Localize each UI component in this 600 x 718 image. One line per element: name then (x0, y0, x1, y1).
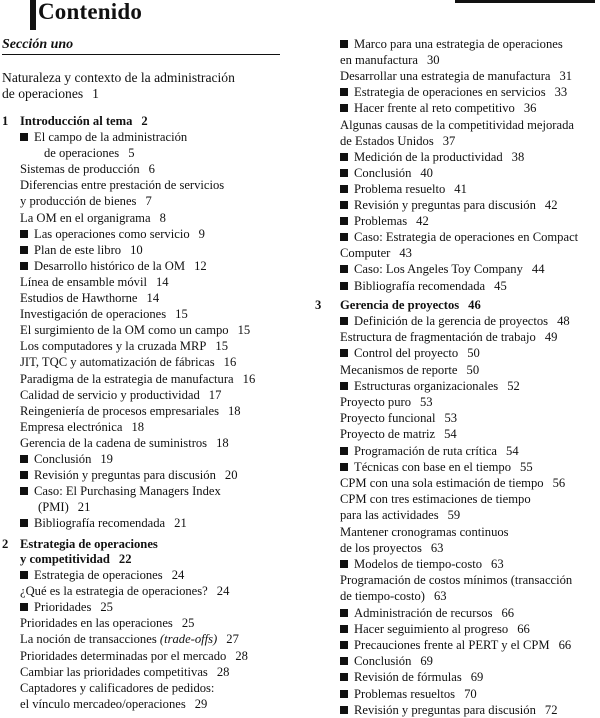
bullet-icon (340, 265, 348, 273)
entry-text: Paradigma de la estrategia de manufactura (20, 371, 234, 386)
entry-text: Revisión y preguntas para discusión (354, 702, 536, 717)
toc-entry-bulleted[interactable] (340, 622, 530, 637)
entry-text: Proyecto puro (340, 395, 411, 409)
toc-entry[interactable] (340, 492, 531, 507)
entry-text: Estudios de Hawthorne (20, 291, 138, 305)
toc-entry[interactable] (20, 307, 188, 322)
page-number: 15 (175, 307, 188, 322)
toc-entry[interactable] (340, 427, 457, 442)
page-number: 53 (444, 411, 458, 426)
entry-text: Desarrollar una estrategia de manufactura (340, 69, 551, 84)
page-number: 7 (145, 194, 152, 209)
header-accent-bar (30, 0, 36, 30)
entry-text: de tiempo-costo) (340, 589, 425, 604)
entry-text: Cambiar las prioridades competitivas (20, 664, 208, 679)
entry-text: Conclusión (34, 452, 92, 466)
toc-entry-bulleted[interactable] (340, 85, 567, 100)
toc-entry[interactable] (20, 681, 214, 696)
entry-text: Sistemas de producción (20, 162, 140, 177)
entry-text: ¿Qué es la estrategia de operaciones? (20, 584, 208, 599)
entry-text: Gerencia de la cadena de suministros (20, 435, 208, 450)
page-number: 25 (181, 616, 195, 631)
entry-text: Captadores y calificadores de pedidos: (20, 680, 215, 695)
page-number: 43 (399, 246, 412, 261)
entry-text: (PMI) (38, 500, 69, 515)
entry-text: Marco para una estrategia de operaciones (354, 37, 563, 51)
entry-italic: (trade-offs) (159, 632, 218, 647)
toc-entry[interactable] (20, 178, 224, 193)
page-number: 37 (442, 133, 456, 148)
bullet-icon (340, 169, 348, 177)
toc-entry[interactable] (340, 541, 443, 556)
entry-text: El surgimiento de la OM como un campo (20, 323, 229, 338)
page-number: 31 (559, 69, 573, 84)
toc-entry-bulleted[interactable] (20, 568, 184, 583)
toc-entry-bulleted[interactable] (340, 670, 483, 685)
page-number: 54 (506, 443, 519, 458)
page-number: 28 (235, 648, 248, 663)
toc-entry[interactable] (340, 508, 460, 523)
page-number: 5 (128, 146, 135, 161)
page-number: 17 (208, 387, 222, 402)
bullet-icon (340, 625, 348, 633)
bullet-icon (340, 282, 348, 290)
toc-entry[interactable] (38, 500, 90, 515)
page-number: 10 (130, 242, 143, 257)
bullet-icon (340, 185, 348, 193)
toc-entry-bulleted[interactable] (20, 452, 113, 467)
page-number: 63 (430, 540, 444, 555)
bullet-icon (340, 609, 348, 617)
toc-entry[interactable] (340, 69, 572, 84)
page-number: 56 (552, 476, 566, 490)
bullet-icon (20, 519, 28, 527)
page-number: 9 (198, 226, 205, 241)
entry-text: Mantener cronogramas continuos (340, 524, 509, 539)
page-number: 63 (433, 589, 447, 604)
entry-text: Estrategia de operaciones (34, 568, 163, 582)
entry-text: Prioridades en las operaciones (20, 616, 173, 631)
entry-text: Modelos de tiempo-costo (354, 557, 483, 571)
bullet-icon (340, 657, 348, 665)
toc-entry-bulleted[interactable] (340, 444, 519, 459)
toc-entry-bulleted[interactable] (340, 166, 433, 181)
toc-entry[interactable] (20, 211, 166, 226)
entry-text: Estructura de fragmentación de trabajo (340, 330, 536, 345)
entry-text: Programación de ruta crítica (354, 443, 498, 458)
intro-line-2[interactable]: de operaciones 1 (2, 86, 99, 101)
page-number: 18 (227, 403, 241, 418)
toc-entry-bulleted[interactable] (20, 227, 205, 242)
page-number: 27 (226, 632, 239, 647)
page-number: 69 (420, 654, 433, 669)
toc-entry[interactable] (340, 589, 447, 604)
page-number: 40 (420, 165, 433, 180)
chapter-number: 3 (315, 298, 322, 312)
entry-text: JIT, TQC y automatización de fábricas (20, 355, 215, 370)
page-number: 55 (520, 459, 533, 474)
toc-entry-bulleted[interactable] (340, 346, 480, 361)
entry-text: Prioridades (34, 600, 92, 615)
chapter-title[interactable]: Introducción al tema 2 (20, 114, 148, 128)
entry-text: Desarrollo histórico de la OM (34, 258, 186, 273)
toc-entry[interactable] (340, 363, 479, 378)
entry-text: Línea de ensamble móvil (20, 274, 147, 289)
entry-text: Bibliografía recomendada (354, 278, 486, 293)
toc-entry[interactable] (20, 355, 236, 370)
page-number: 29 (194, 696, 208, 711)
bullet-icon (340, 673, 348, 681)
page-number: 25 (100, 600, 113, 615)
entry-text: Revisión de fórmulas (354, 670, 462, 685)
bullet-icon (340, 40, 348, 48)
page-number: 52 (507, 378, 520, 393)
page-number: 15 (215, 339, 229, 354)
page-number: 63 (491, 557, 504, 571)
toc-entry[interactable] (20, 436, 229, 451)
page-number: 49 (544, 330, 558, 345)
toc-entry[interactable] (20, 697, 207, 712)
entry-text: CPM con tres estimaciones de tiempo (340, 492, 531, 507)
toc-entry[interactable] (20, 339, 228, 354)
toc-entry[interactable] (20, 632, 239, 647)
bullet-icon (20, 487, 28, 495)
toc-entry-bulleted[interactable] (340, 101, 536, 116)
entry-text: Calidad de servicio y productividad (20, 387, 200, 402)
entry-text: para las actividades (340, 508, 439, 523)
entry-text: La OM en el organigrama (20, 210, 151, 225)
toc-entry-bulleted[interactable] (20, 243, 143, 258)
toc-entry-bulleted[interactable] (340, 230, 578, 245)
entry-text: Estrategia de operaciones en servicios (354, 85, 546, 100)
entry-text: Mecanismos de reporte (340, 362, 458, 377)
entry-text: Control del proyecto (354, 346, 459, 361)
entry-text: El campo de la administración (34, 130, 188, 144)
entry-text: Proyecto de matriz (340, 427, 436, 442)
entry-text: Técnicas con base en el tiempo (354, 459, 512, 474)
toc-entry-bulleted[interactable] (340, 557, 504, 572)
entry-text: Problema resuelto (354, 181, 446, 196)
entry-text: Problemas (354, 214, 408, 229)
header-rule (455, 0, 595, 3)
bullet-icon (20, 471, 28, 479)
toc-entry[interactable] (20, 616, 194, 631)
entry-text: Revisión y preguntas para discusión (34, 468, 216, 483)
toc-entry-bulleted[interactable] (340, 606, 514, 621)
toc-entry[interactable] (340, 330, 557, 345)
toc-entry[interactable] (20, 420, 144, 435)
bullet-icon (340, 88, 348, 96)
section-divider (2, 54, 280, 55)
toc-entry-bulleted[interactable] (340, 703, 557, 718)
entry-text: Hacer seguimiento al progreso (354, 621, 509, 636)
page-number: 20 (224, 468, 238, 483)
section-label: Sección uno (2, 37, 74, 52)
bullet-icon (340, 382, 348, 390)
entry-text: Revisión y preguntas para discusión (354, 198, 536, 212)
page-number: 66 (558, 638, 572, 652)
page-number: 59 (447, 508, 461, 523)
toc-entry[interactable] (340, 395, 433, 410)
toc-entry-bulleted[interactable] (340, 314, 570, 329)
toc-entry[interactable] (20, 665, 229, 680)
entry-text: Medición de la productividad (354, 149, 503, 164)
toc-entry-bulleted[interactable] (20, 468, 237, 483)
page-number: 18 (216, 435, 229, 450)
page-number: 38 (511, 149, 525, 164)
toc-entry-bulleted[interactable] (20, 516, 187, 531)
page-number: 50 (467, 346, 480, 361)
page-number: 24 (216, 584, 230, 599)
page-number: 28 (216, 664, 230, 679)
bullet-icon (340, 153, 348, 161)
toc-entry[interactable] (20, 372, 255, 387)
page-number: 66 (501, 605, 515, 620)
page-title: Contenido (38, 0, 143, 24)
toc-entry[interactable] (20, 162, 155, 177)
bullet-icon (340, 447, 348, 455)
toc-entry-bulleted[interactable] (340, 654, 433, 669)
page-number: 16 (223, 355, 237, 370)
entry-text: Definición de la gerencia de proyectos (354, 314, 549, 328)
toc-entry[interactable] (44, 146, 134, 161)
toc-entry[interactable] (20, 275, 169, 290)
page-number: 66 (517, 621, 530, 636)
toc-entry-bulleted[interactable] (20, 259, 207, 274)
page-number: 42 (544, 198, 558, 212)
toc-entry-bulleted[interactable] (20, 484, 221, 499)
entry-text: de operaciones (44, 146, 120, 161)
bullet-icon (340, 560, 348, 568)
bullet-icon (340, 349, 348, 357)
bullet-icon (340, 690, 348, 698)
toc-entry[interactable] (20, 194, 152, 209)
entry-text: Problemas resueltos (354, 686, 456, 701)
entry-text: CPM con una sola estimación de tiempo (340, 476, 544, 490)
bullet-icon (20, 262, 28, 270)
entry-text: Bibliografía recomendada (34, 516, 166, 531)
entry-text: La noción de transacciones (20, 632, 157, 647)
page-number: 24 (171, 568, 185, 582)
entry-text: Administración de recursos (354, 605, 493, 620)
bullet-icon (340, 317, 348, 325)
toc-entry[interactable] (340, 118, 574, 133)
page-number: 50 (466, 362, 480, 377)
toc-entry-bulleted[interactable] (340, 37, 563, 52)
page-number: 18 (131, 419, 145, 434)
page-number: 72 (544, 702, 558, 717)
page-number: 14 (146, 291, 160, 305)
entry-text: Diferencias entre prestación de servicios (20, 178, 225, 193)
page-number: 70 (464, 686, 477, 701)
bullet-icon (340, 104, 348, 112)
toc-entry[interactable] (20, 584, 229, 599)
toc-entry[interactable] (340, 134, 455, 149)
entry-text: Caso: El Purchasing Managers Index (34, 484, 221, 499)
chapter-number: 1 (2, 114, 9, 128)
page-number: 16 (242, 371, 256, 386)
toc-entry[interactable] (340, 573, 572, 588)
toc-entry-bulleted[interactable] (340, 198, 557, 213)
entry-text: Plan de este libro (34, 242, 122, 257)
page-number: 6 (148, 162, 155, 177)
toc-entry[interactable] (340, 411, 457, 426)
entry-text: Las operaciones como servicio (34, 226, 190, 241)
intro-line-1[interactable]: Naturaleza y contexto de la administración (2, 70, 235, 85)
entry-text: Conclusión (354, 654, 412, 669)
entry-text: Caso: Estrategia de operaciones en Compact (354, 230, 579, 245)
toc-entry[interactable] (340, 246, 412, 261)
toc-entry-bulleted[interactable] (20, 130, 187, 145)
toc-entry-bulleted[interactable] (340, 638, 571, 653)
entry-text: de los proyectos (340, 540, 422, 555)
page-number: 48 (557, 314, 570, 328)
page-number: 12 (194, 258, 207, 273)
toc-entry[interactable] (20, 388, 221, 403)
toc-entry[interactable] (20, 404, 241, 419)
page-number: 14 (155, 274, 169, 289)
entry-text: de Estados Unidos (340, 133, 434, 148)
toc-entry-bulleted[interactable] (340, 262, 545, 277)
page-number: 54 (444, 427, 457, 442)
chapter-title[interactable]: Estrategia de operaciones (20, 537, 158, 551)
toc-entry-bulleted[interactable] (340, 150, 524, 165)
toc-entry-bulleted[interactable] (340, 379, 520, 394)
page-number: 69 (470, 670, 484, 685)
bullet-icon (340, 233, 348, 241)
bullet-icon (340, 201, 348, 209)
entry-text: Caso: Los Angeles Toy Company (354, 262, 523, 277)
page-number: 42 (416, 214, 429, 229)
page-number: 45 (494, 278, 507, 293)
entry-text: Proyecto funcional (340, 411, 436, 426)
page-number: 44 (531, 262, 545, 277)
toc-entry-bulleted[interactable] (340, 214, 429, 229)
chapter-title-cont[interactable]: y competitividad 22 (20, 552, 132, 566)
entry-text: Estructuras organizacionales (354, 378, 499, 393)
bullet-icon (340, 217, 348, 225)
toc-entry[interactable] (340, 525, 509, 540)
toc-entry[interactable] (340, 53, 440, 68)
page-number: 33 (554, 85, 568, 100)
bullet-icon (340, 641, 348, 649)
entry-text: Algunas causas de la competitividad mejorada (340, 117, 574, 132)
toc-entry-bulleted[interactable] (20, 600, 113, 615)
entry-text: Precauciones frente al PERT y el CPM (354, 638, 550, 652)
page-number: 53 (420, 395, 433, 409)
bullet-icon (20, 230, 28, 238)
entry-text: Programación de costos mínimos (transacción (340, 573, 573, 588)
entry-text: Prioridades determinadas por el mercado (20, 648, 227, 663)
entry-text: Hacer frente al reto competitivo (354, 101, 515, 116)
toc-entry[interactable] (20, 649, 248, 664)
entry-text: y producción de bienes (20, 194, 137, 209)
chapter-title[interactable]: Gerencia de proyectos 46 (340, 298, 481, 312)
page-number: 19 (100, 452, 113, 466)
bullet-icon (20, 133, 28, 141)
toc-entry[interactable] (20, 291, 159, 306)
toc-entry-bulleted[interactable] (340, 182, 467, 197)
bullet-icon (20, 571, 28, 579)
page-number: 30 (426, 53, 440, 68)
entry-text: Empresa electrónica (20, 419, 123, 434)
page-number: 15 (237, 323, 251, 338)
entry-text: el vínculo mercadeo/operaciones (20, 696, 186, 711)
page-number: 8 (159, 210, 166, 225)
entry-text: Reingeniería de procesos empresariales (20, 403, 219, 418)
entry-text: en manufactura (340, 53, 418, 68)
bullet-icon (340, 463, 348, 471)
page-number: 21 (174, 516, 187, 531)
toc-entry-bulleted[interactable] (340, 279, 507, 294)
toc-entry-bulleted[interactable] (340, 460, 533, 475)
page-number: 21 (77, 500, 91, 515)
toc-entry-bulleted[interactable] (340, 687, 477, 702)
chapter-number: 2 (2, 537, 9, 551)
bullet-icon (20, 603, 28, 611)
toc-entry[interactable] (340, 476, 565, 491)
entry-text: Conclusión (354, 165, 412, 180)
page-number: 36 (523, 101, 537, 116)
bullet-icon (20, 246, 28, 254)
bullet-icon (20, 455, 28, 463)
toc-entry[interactable] (20, 323, 250, 338)
page-number: 41 (454, 181, 467, 196)
entry-text: Computer (340, 246, 391, 261)
entry-text: Investigación de operaciones (20, 307, 167, 322)
entry-text: Los computadores y la cruzada MRP (20, 339, 207, 354)
